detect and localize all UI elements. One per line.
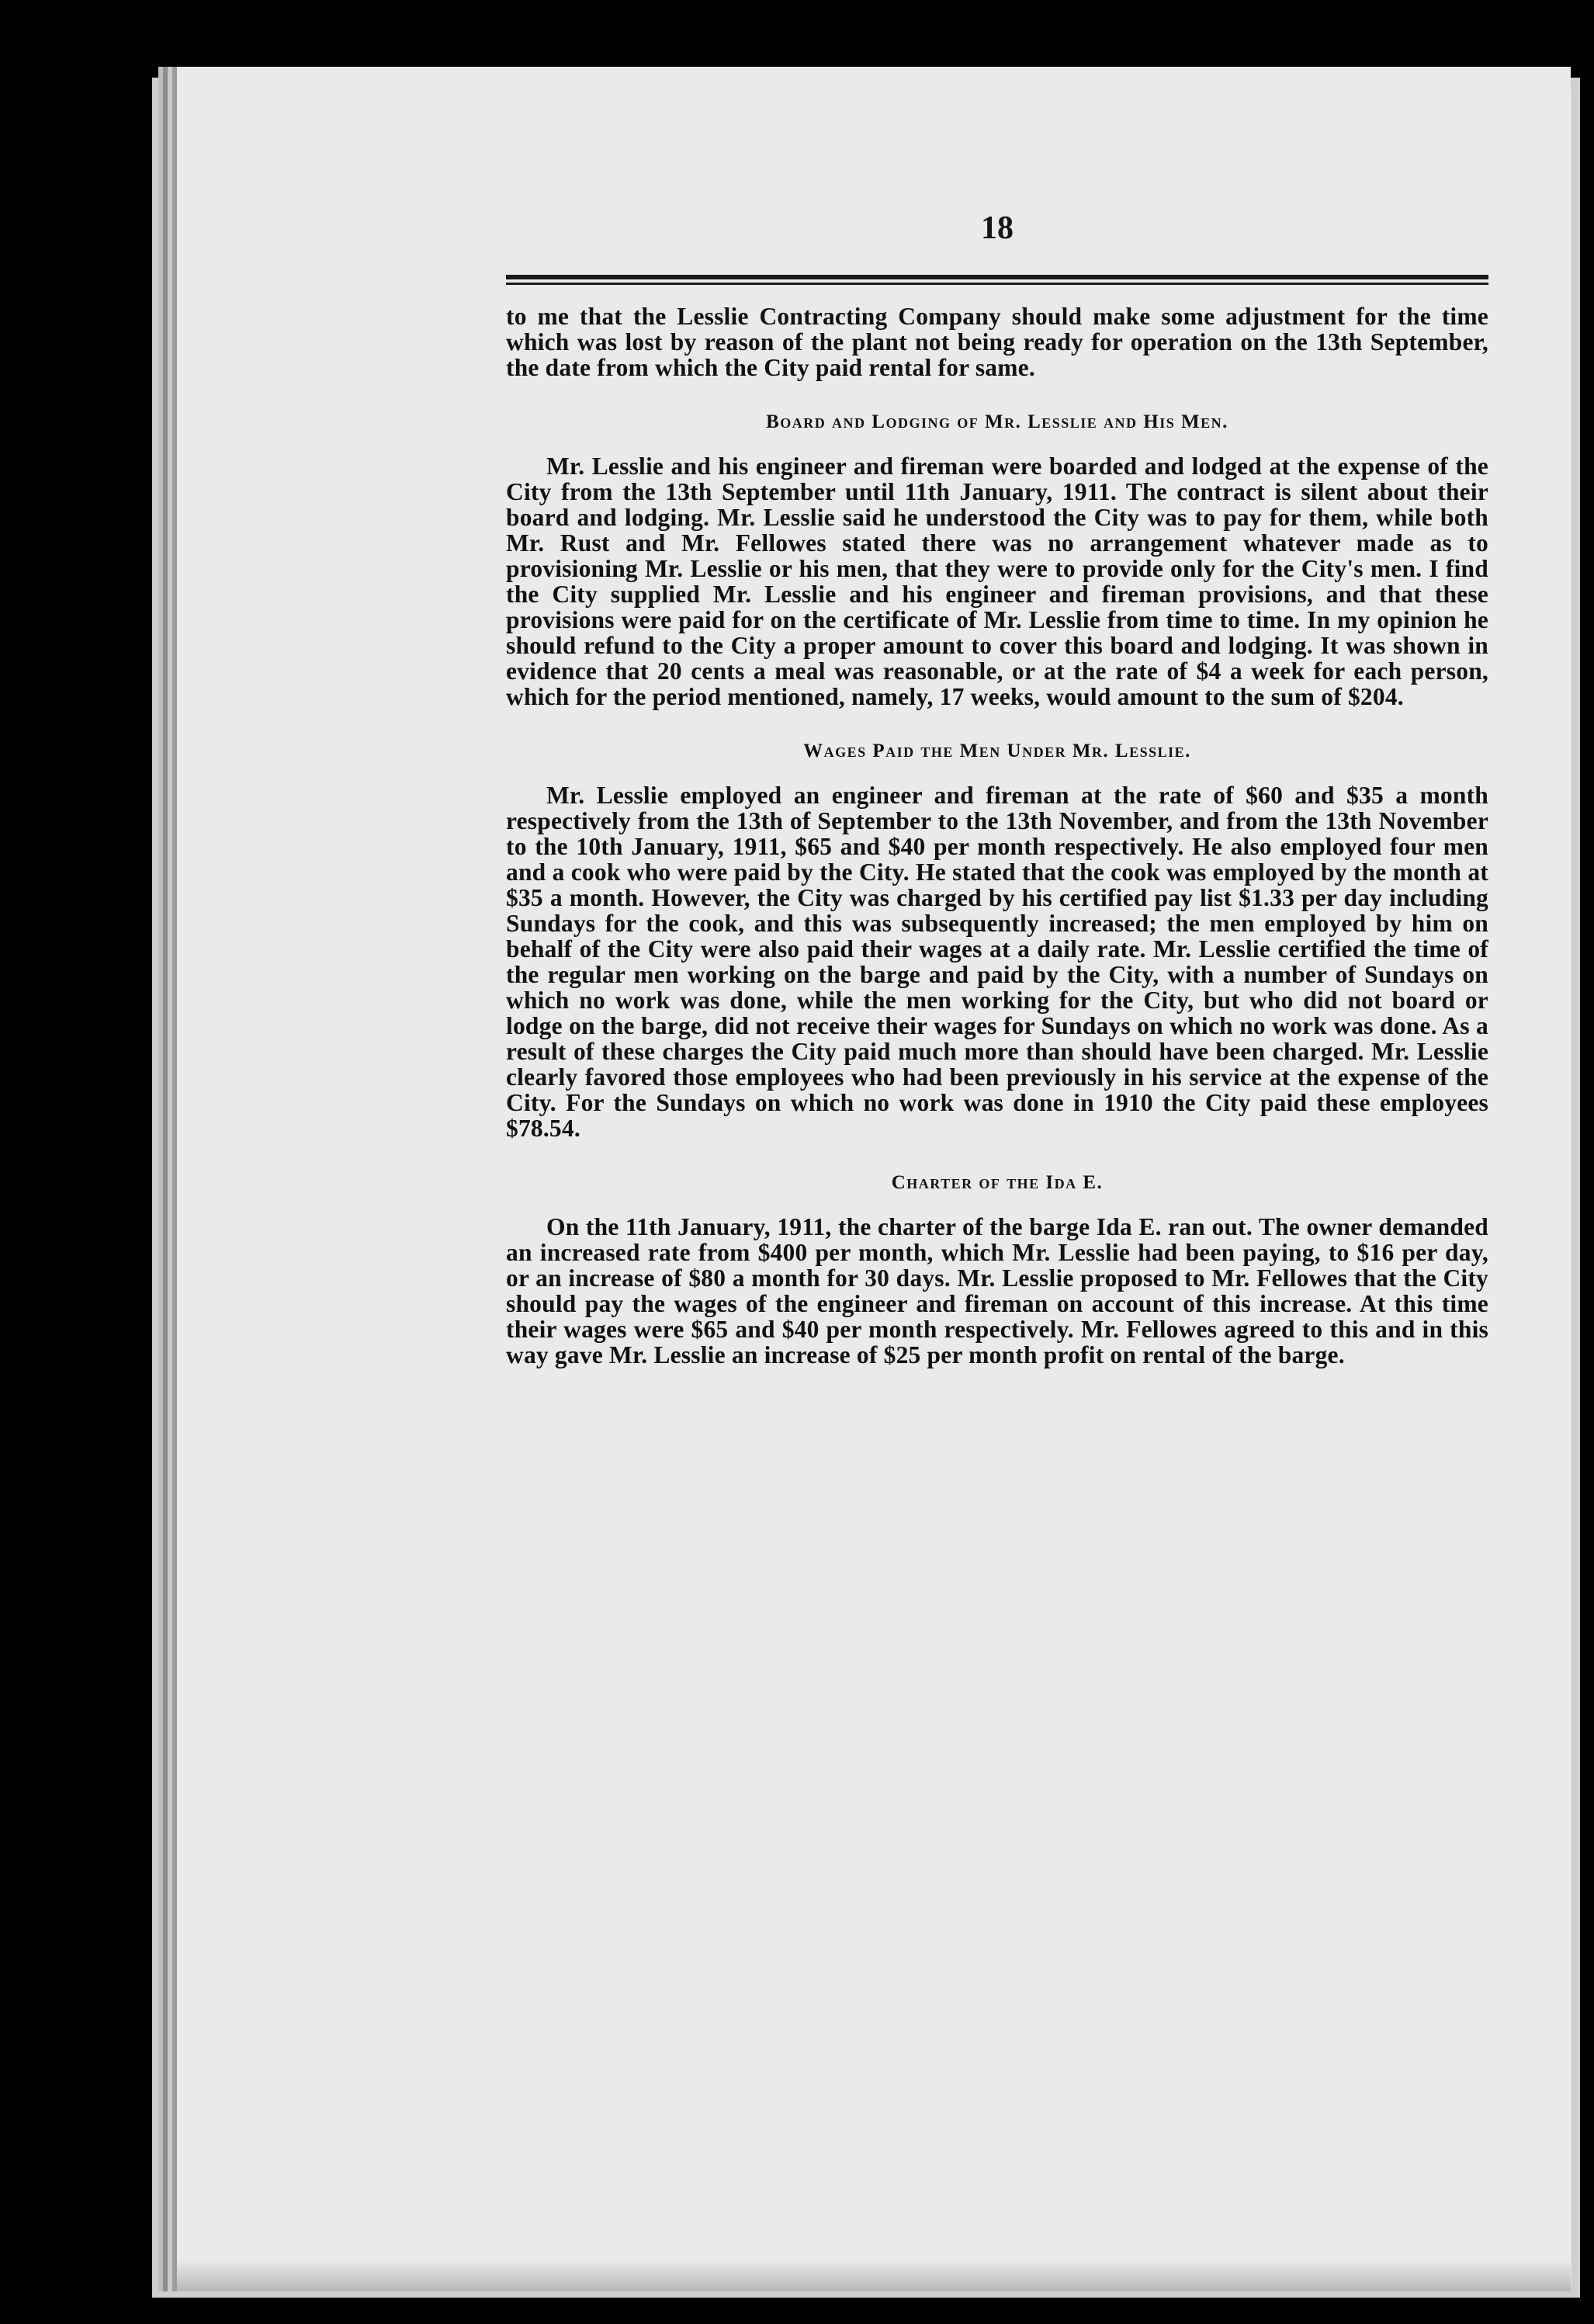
page-number: 18 <box>981 210 1014 246</box>
section-body-wages: Mr. Lesslie employed an engineer and fireman at the rate of $60 and $35 a month respectively from the 13th of September to the 13th November, and from the 13th November to the 10th January, 1911, $65 and $40 per month respectively. He also employed four men and a cook who were paid by the City. He stated that the cook was employed by the month at $35 a month. However, the City was charged by his certified pay list $1.33 per day including Sundays for the cook, and this was subsequently increased; the men employed by him on behalf of the City were also paid their wages at a daily rate. Mr. Lesslie certified the time of the regular men working on the barge and paid by the City, with a number of Sundays on which no work was done, while the men working for the City, but who did not board or lodge on the barge, did not receive their wages for Sundays on which no work was done. As a result of these charges the City paid much more than should have been charged. Mr. Lesslie clearly favored those employees who had been previously in his service at the expense of the City. For the Sundays on which no work was done in 1910 the City paid these employees $78.54. <box>506 782 1488 1142</box>
section-heading-board-lodging: Board and Lodging of Mr. Lesslie and His Men. <box>766 411 1228 432</box>
header-rule-thin <box>506 283 1488 285</box>
section-body-board-lodging: Mr. Lesslie and his engineer and fireman were boarded and lodged at the expense of the City from the 13th September until 11th January, 1911. The contract is silent about their board and lodging. Mr. Lesslie said he understood the City was to pay for them, while both Mr. Rust and Mr. Fellowes stated there was no arrangement whatever made as to provisioning Mr. Lesslie or his men, that they were to provide only for the City's men. I find the City supplied Mr. Lesslie and his engineer and fireman provisions, and that these provisions were paid for on the certificate of Mr. Lesslie from time to time. In my opinion he should refund to the City a proper amount to cover this board and lodging. It was shown in evidence that 20 cents a meal was reasonable, or at the rate of $4 a week for each person, which for the period mentioned, namely, 17 weeks, would amount to the sum of $204. <box>506 453 1488 710</box>
section-heading-wages: Wages Paid the Men Under Mr. Lesslie. <box>803 741 1191 761</box>
page-content <box>506 194 1488 1368</box>
header-rule-thick <box>506 275 1488 279</box>
page-bottom-shade <box>177 2260 1571 2291</box>
section-heading-charter: Charter of the Ida E. <box>891 1172 1104 1193</box>
opening-paragraph: to me that the Lesslie Contracting Company should make some adjustment for the time which was lost by reason of the plant not being ready for operation on the 13th September, the date from which the City paid rental for same. <box>506 303 1488 381</box>
section-body-charter: On the 11th January, 1911, the charter of the barge Ida E. ran out. The owner demanded an increased rate from $400 per month, which Mr. Lesslie had been paying, to $16 per day, or an increase of $80 a month for 30 days. Mr. Lesslie proposed to Mr. Fellowes that the City should pay the wages of the engineer and fireman on account of this increase. At this time their wages were $65 and $40 per month respectively. Mr. Fellowes agreed to this and in this way gave Mr. Lesslie an increase of $25 per month profit on rental of the barge. <box>506 1213 1488 1368</box>
